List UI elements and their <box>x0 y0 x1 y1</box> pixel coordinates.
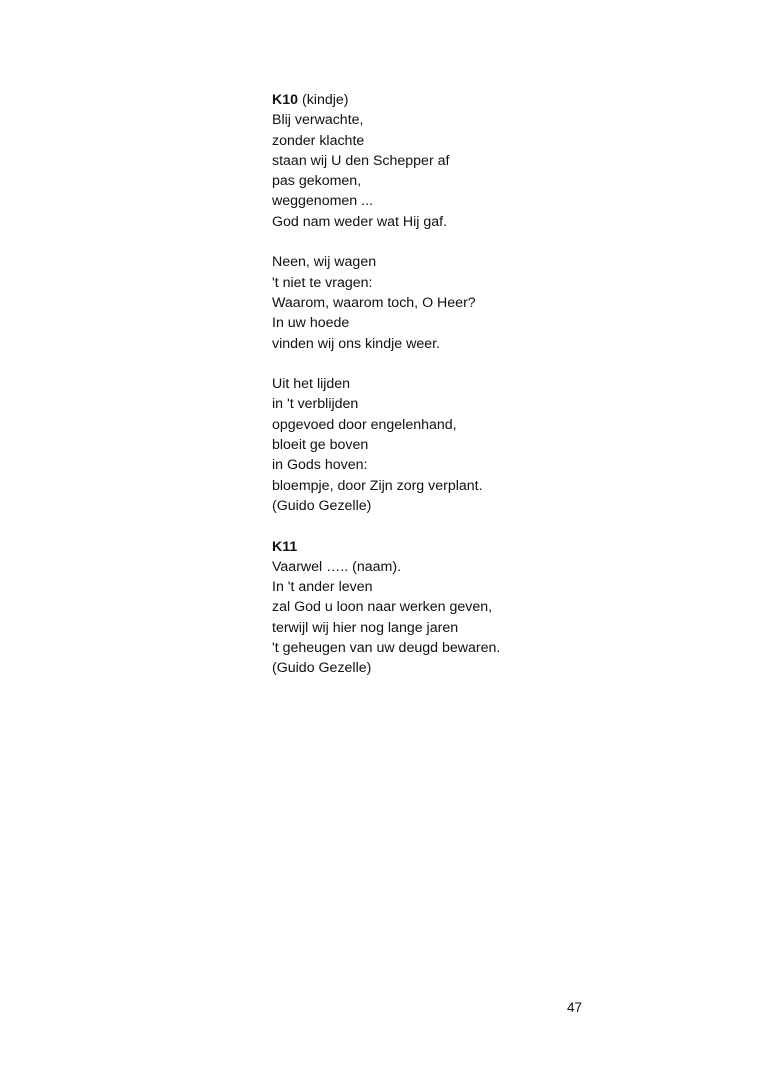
poem-line: opgevoed door engelenhand, <box>272 416 457 433</box>
poem-line: pas gekomen, <box>272 173 362 190</box>
section-code: K10 <box>272 92 299 108</box>
poem-line: weggenomen ... <box>272 193 373 210</box>
poem-line: 't geheugen van uw deugd bewaren. <box>272 640 501 657</box>
poem-line: 't niet te vragen: <box>272 274 373 291</box>
poem-line: bloempje, door Zijn zorg verplant. <box>272 477 483 494</box>
section-heading <box>272 90 652 110</box>
poem-line: zal God u loon naar werken geven, <box>272 599 493 616</box>
page-number: 47 <box>567 1000 583 1015</box>
poem-line: Blij verwachte, <box>272 112 364 129</box>
poem-line: vinden wij ons kindje weer. <box>272 335 440 352</box>
stanza <box>272 374 652 516</box>
stanza <box>272 252 652 353</box>
poem-line: Waarom, waarom toch, O Heer? <box>272 294 476 311</box>
poem-content <box>272 90 652 679</box>
poem-line: in 't verblijden <box>272 396 359 413</box>
poem-attribution: (Guido Gezelle) <box>272 497 372 514</box>
poem-line: In uw hoede <box>272 315 350 332</box>
stanza-gap <box>272 354 652 374</box>
poem-line: Vaarwel ….. (naam). <box>272 558 402 575</box>
stanza-gap <box>272 232 652 252</box>
poem-line: staan wij U den Schepper af <box>272 152 450 169</box>
poem-attribution: (Guido Gezelle) <box>272 660 372 677</box>
poem-line: zonder klachte <box>272 132 365 149</box>
poem-line: Neen, wij wagen <box>272 254 377 271</box>
stanza <box>272 557 652 679</box>
poem-line: terwijl wij hier nog lange jaren <box>272 619 459 636</box>
section-code: K11 <box>272 538 298 555</box>
poem-line: in Gods hoven: <box>272 457 368 474</box>
section-heading <box>272 537 652 557</box>
section-gap <box>272 516 652 536</box>
poem-line: Uit het lijden <box>272 376 351 393</box>
poem-line: bloeit ge boven <box>272 437 369 454</box>
section-subtitle: (kindje) <box>298 92 349 108</box>
poem-line: God nam weder wat Hij gaf. <box>272 213 448 230</box>
stanza <box>272 110 652 232</box>
poem-line: In 't ander leven <box>272 579 373 596</box>
section-k10 <box>272 90 652 516</box>
section-k11 <box>272 537 652 679</box>
